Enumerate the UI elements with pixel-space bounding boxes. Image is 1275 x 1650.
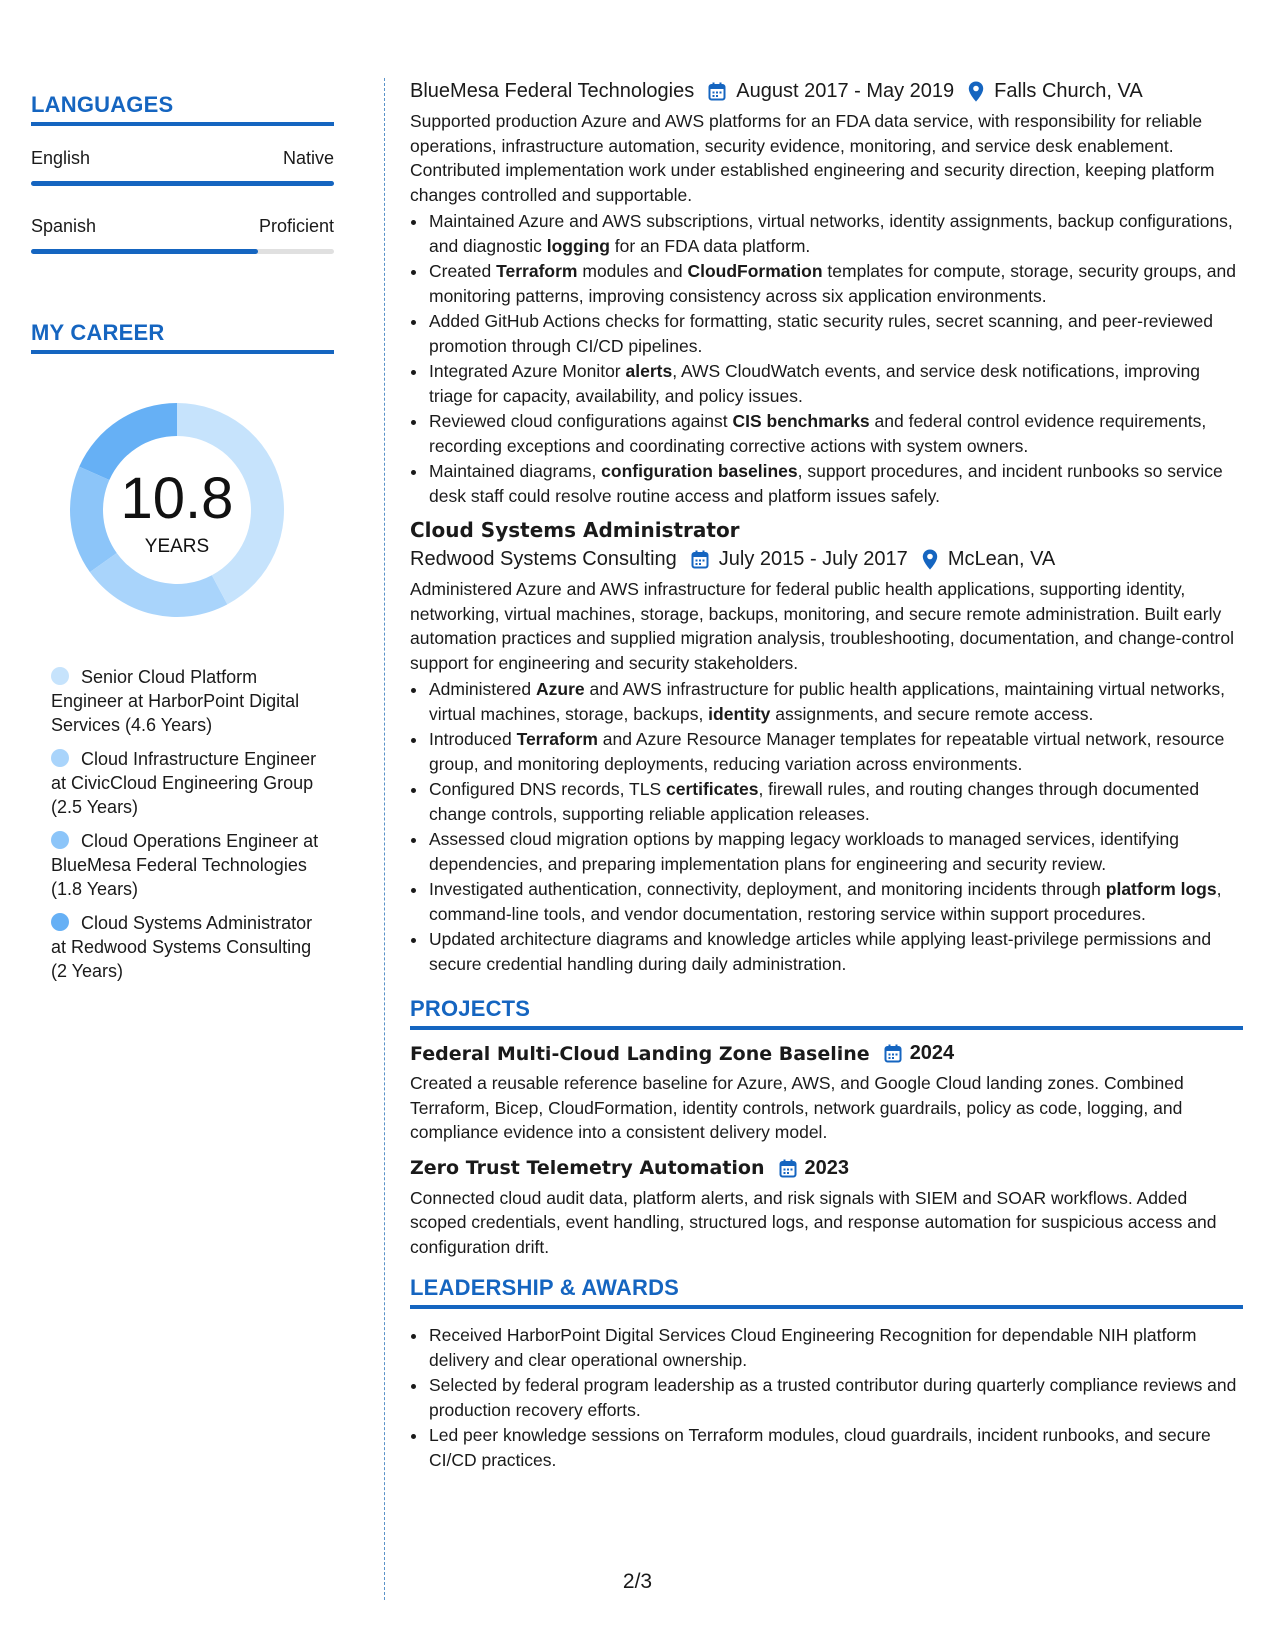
- legend-dot: [51, 749, 69, 767]
- projects-section: [410, 996, 1243, 1259]
- project-item: [410, 1157, 1243, 1260]
- calendar-icon: [884, 1044, 902, 1063]
- career-legend-item: [51, 665, 321, 737]
- calendar-icon: [708, 82, 726, 101]
- job-dates: August 2017 - May 2019: [736, 80, 955, 102]
- legend-dot: [51, 831, 69, 849]
- job-bullet: • Administered Azure and AWS infrastructure for public health applications, maintaining virtual networks, virtual machines, storage, backups, identity assignments, and secure remote access.: [428, 677, 1243, 726]
- column-divider: [384, 78, 385, 1600]
- project-name: Zero Trust Telemetry Automation: [410, 1157, 765, 1179]
- job-location: Falls Church, VA: [994, 80, 1143, 102]
- language-proficiency-bar: [31, 249, 334, 254]
- leadership-rule: [410, 1305, 1243, 1309]
- career-section: [31, 320, 334, 354]
- career-legend-item: [51, 911, 321, 983]
- location-pin-icon: [968, 81, 984, 102]
- donut-slice: [90, 553, 227, 617]
- project-description: Created a reusable reference baseline for Azure, AWS, and Google Cloud landing zones. Combined Terraform, Bicep, CloudFormation, identity controls, network guardrails, policy as code, logging, and compliance evidence into a consistent delivery model.: [410, 1073, 1184, 1142]
- project-header: [410, 1157, 1243, 1180]
- job-bullet: • Reviewed cloud configurations against CIS benchmarks and federal control evidence requirements, recording exceptions and coordinating corrective actions with system owners.: [428, 409, 1243, 458]
- leadership-list: [410, 1323, 1243, 1472]
- projects-rule: [410, 1026, 1243, 1030]
- career-donut-chart: [67, 400, 287, 620]
- languages-rule: [31, 122, 334, 126]
- project-year: 2023: [804, 1156, 849, 1179]
- career-total-unit: YEARS: [144, 536, 210, 557]
- languages-section: [31, 92, 334, 254]
- location-pin-icon: [922, 549, 938, 570]
- legend-dot: [51, 667, 69, 685]
- job-company: BlueMesa Federal Technologies: [410, 80, 695, 102]
- legend-dot: [51, 913, 69, 931]
- job-bullet: • Added GitHub Actions checks for formatting, static security rules, secret scanning, and peer-reviewed promotion through CI/CD pipelines.: [428, 309, 1243, 358]
- language-item: [31, 216, 334, 254]
- job-role: Cloud Systems Administrator: [410, 518, 740, 542]
- career-total-value: 10.8: [120, 466, 234, 531]
- job-location: McLean, VA: [947, 548, 1056, 570]
- job-bullet: • Configured DNS records, TLS certificates, firewall rules, and routing changes through documented change controls, supporting reliable application releases.: [428, 777, 1243, 826]
- language-name: Spanish: [31, 216, 97, 236]
- career-legend-label: Cloud Systems Administrator at Redwood Systems Consulting (2 Years): [51, 913, 313, 981]
- job-bullet: • Investigated authentication, connectivity, deployment, and monitoring incidents through platform logs, command-line tools, and vendor documentation, restoring service within support procedures.: [428, 877, 1243, 926]
- donut-slice: [70, 467, 117, 573]
- language-item: [31, 148, 334, 186]
- job-meta: [410, 548, 1243, 571]
- career-heading: MY CAREER: [31, 320, 165, 345]
- job-bullet: • Maintained diagrams, configuration baselines, support procedures, and incident runbooks so service desk staff could resolve routine access and platform issues safely.: [428, 459, 1243, 508]
- job-bullet: • Updated architecture diagrams and knowledge articles while applying least-privilege permissions and secure credential handling during daily administration.: [428, 927, 1243, 976]
- job-entry: [410, 80, 1243, 508]
- job-dates: July 2015 - July 2017: [718, 548, 908, 570]
- job-bullet: • Integrated Azure Monitor alerts, AWS CloudWatch events, and service desk notifications, improving triage for capacity, availability, and policy issues.: [428, 359, 1243, 408]
- leadership-item: • Selected by federal program leadership as a trusted contributor during quarterly compliance reviews and production recovery efforts.: [428, 1373, 1243, 1422]
- main-content: [410, 80, 1243, 1473]
- projects-heading: PROJECTS: [410, 996, 531, 1021]
- career-rule: [31, 350, 334, 354]
- page-number: 2/3: [622, 1570, 653, 1593]
- career-legend: [31, 665, 341, 993]
- calendar-icon: [779, 1159, 797, 1178]
- career-legend-label: Senior Cloud Platform Engineer at HarborPoint Digital Services (4.6 Years): [51, 667, 300, 735]
- job-entry: [410, 518, 1243, 976]
- language-level: Proficient: [258, 216, 334, 236]
- lang-fill: [31, 181, 334, 186]
- career-legend-label: Cloud Infrastructure Engineer at CivicCloud Engineering Group (2.5 Years): [51, 749, 317, 817]
- project-header: [410, 1042, 1243, 1065]
- language-level: Native: [282, 148, 334, 168]
- job-summary: Administered Azure and AWS infrastructure for federal public health applications, supporting identity, networking, virtual machines, storage, backups, monitoring, and secure remote administration. Built early automation practices and supplied migration analysis, troubleshooting, documentation, and change-control support for engineering and security stakeholders.: [410, 579, 1234, 673]
- job-bullet: • Maintained Azure and AWS subscriptions, virtual networks, identity assignments, backup configurations, and diagnostic logging for an FDA data platform.: [428, 209, 1243, 258]
- career-legend-item: [51, 747, 321, 819]
- job-bullets: [410, 209, 1243, 508]
- job-meta: [410, 80, 1243, 103]
- language-name: English: [31, 148, 91, 168]
- calendar-icon: [691, 550, 709, 569]
- language-proficiency-bar: [31, 181, 334, 186]
- leadership-section: [410, 1275, 1243, 1472]
- job-bullet: • Assessed cloud migration options by mapping legacy workloads to managed services, identifying dependencies, and preparing implementation plans for engineering and security review.: [428, 827, 1243, 876]
- leadership-item: • Led peer knowledge sessions on Terraform modules, cloud guardrails, incident runbooks, and secure CI/CD practices.: [428, 1423, 1243, 1472]
- lang-fill: [31, 249, 258, 254]
- job-summary: Supported production Azure and AWS platforms for an FDA data service, with responsibility for reliable operations, infrastructure automation, security evidence, monitoring, and service desk enablement. Contributed implementation work under established engineering and security direction, keeping platform changes controlled and supportable.: [410, 111, 1215, 205]
- job-bullet: • Introduced Terraform and Azure Resource Manager templates for repeatable virtual network, resource group, and monitoring deployments, reducing variation across environments.: [428, 727, 1243, 776]
- job-bullets: [410, 677, 1243, 976]
- job-bullet: • Created Terraform modules and CloudFormation templates for compute, storage, security groups, and monitoring patterns, improving consistency across six application environments.: [428, 259, 1243, 308]
- project-name: Federal Multi-Cloud Landing Zone Baseline: [410, 1042, 870, 1065]
- leadership-heading: LEADERSHIP & AWARDS: [410, 1275, 680, 1300]
- project-description: Connected cloud audit data, platform alerts, and risk signals with SIEM and SOAR workflows. Added scoped credentials, event handling, structured logs, and response automation for suspicious access and configuration drift.: [410, 1187, 1217, 1257]
- languages-heading: LANGUAGES: [31, 92, 174, 117]
- career-legend-item: [51, 829, 321, 901]
- leadership-item: • Received HarborPoint Digital Services Cloud Engineering Recognition for dependable NIH platform delivery and clear operational ownership.: [428, 1323, 1243, 1372]
- job-company: Redwood Systems Consulting: [410, 548, 677, 570]
- project-year: 2024: [909, 1042, 955, 1064]
- project-item: [410, 1042, 1243, 1145]
- career-legend-label: Cloud Operations Engineer at BlueMesa Federal Technologies (1.8 Years): [51, 831, 319, 899]
